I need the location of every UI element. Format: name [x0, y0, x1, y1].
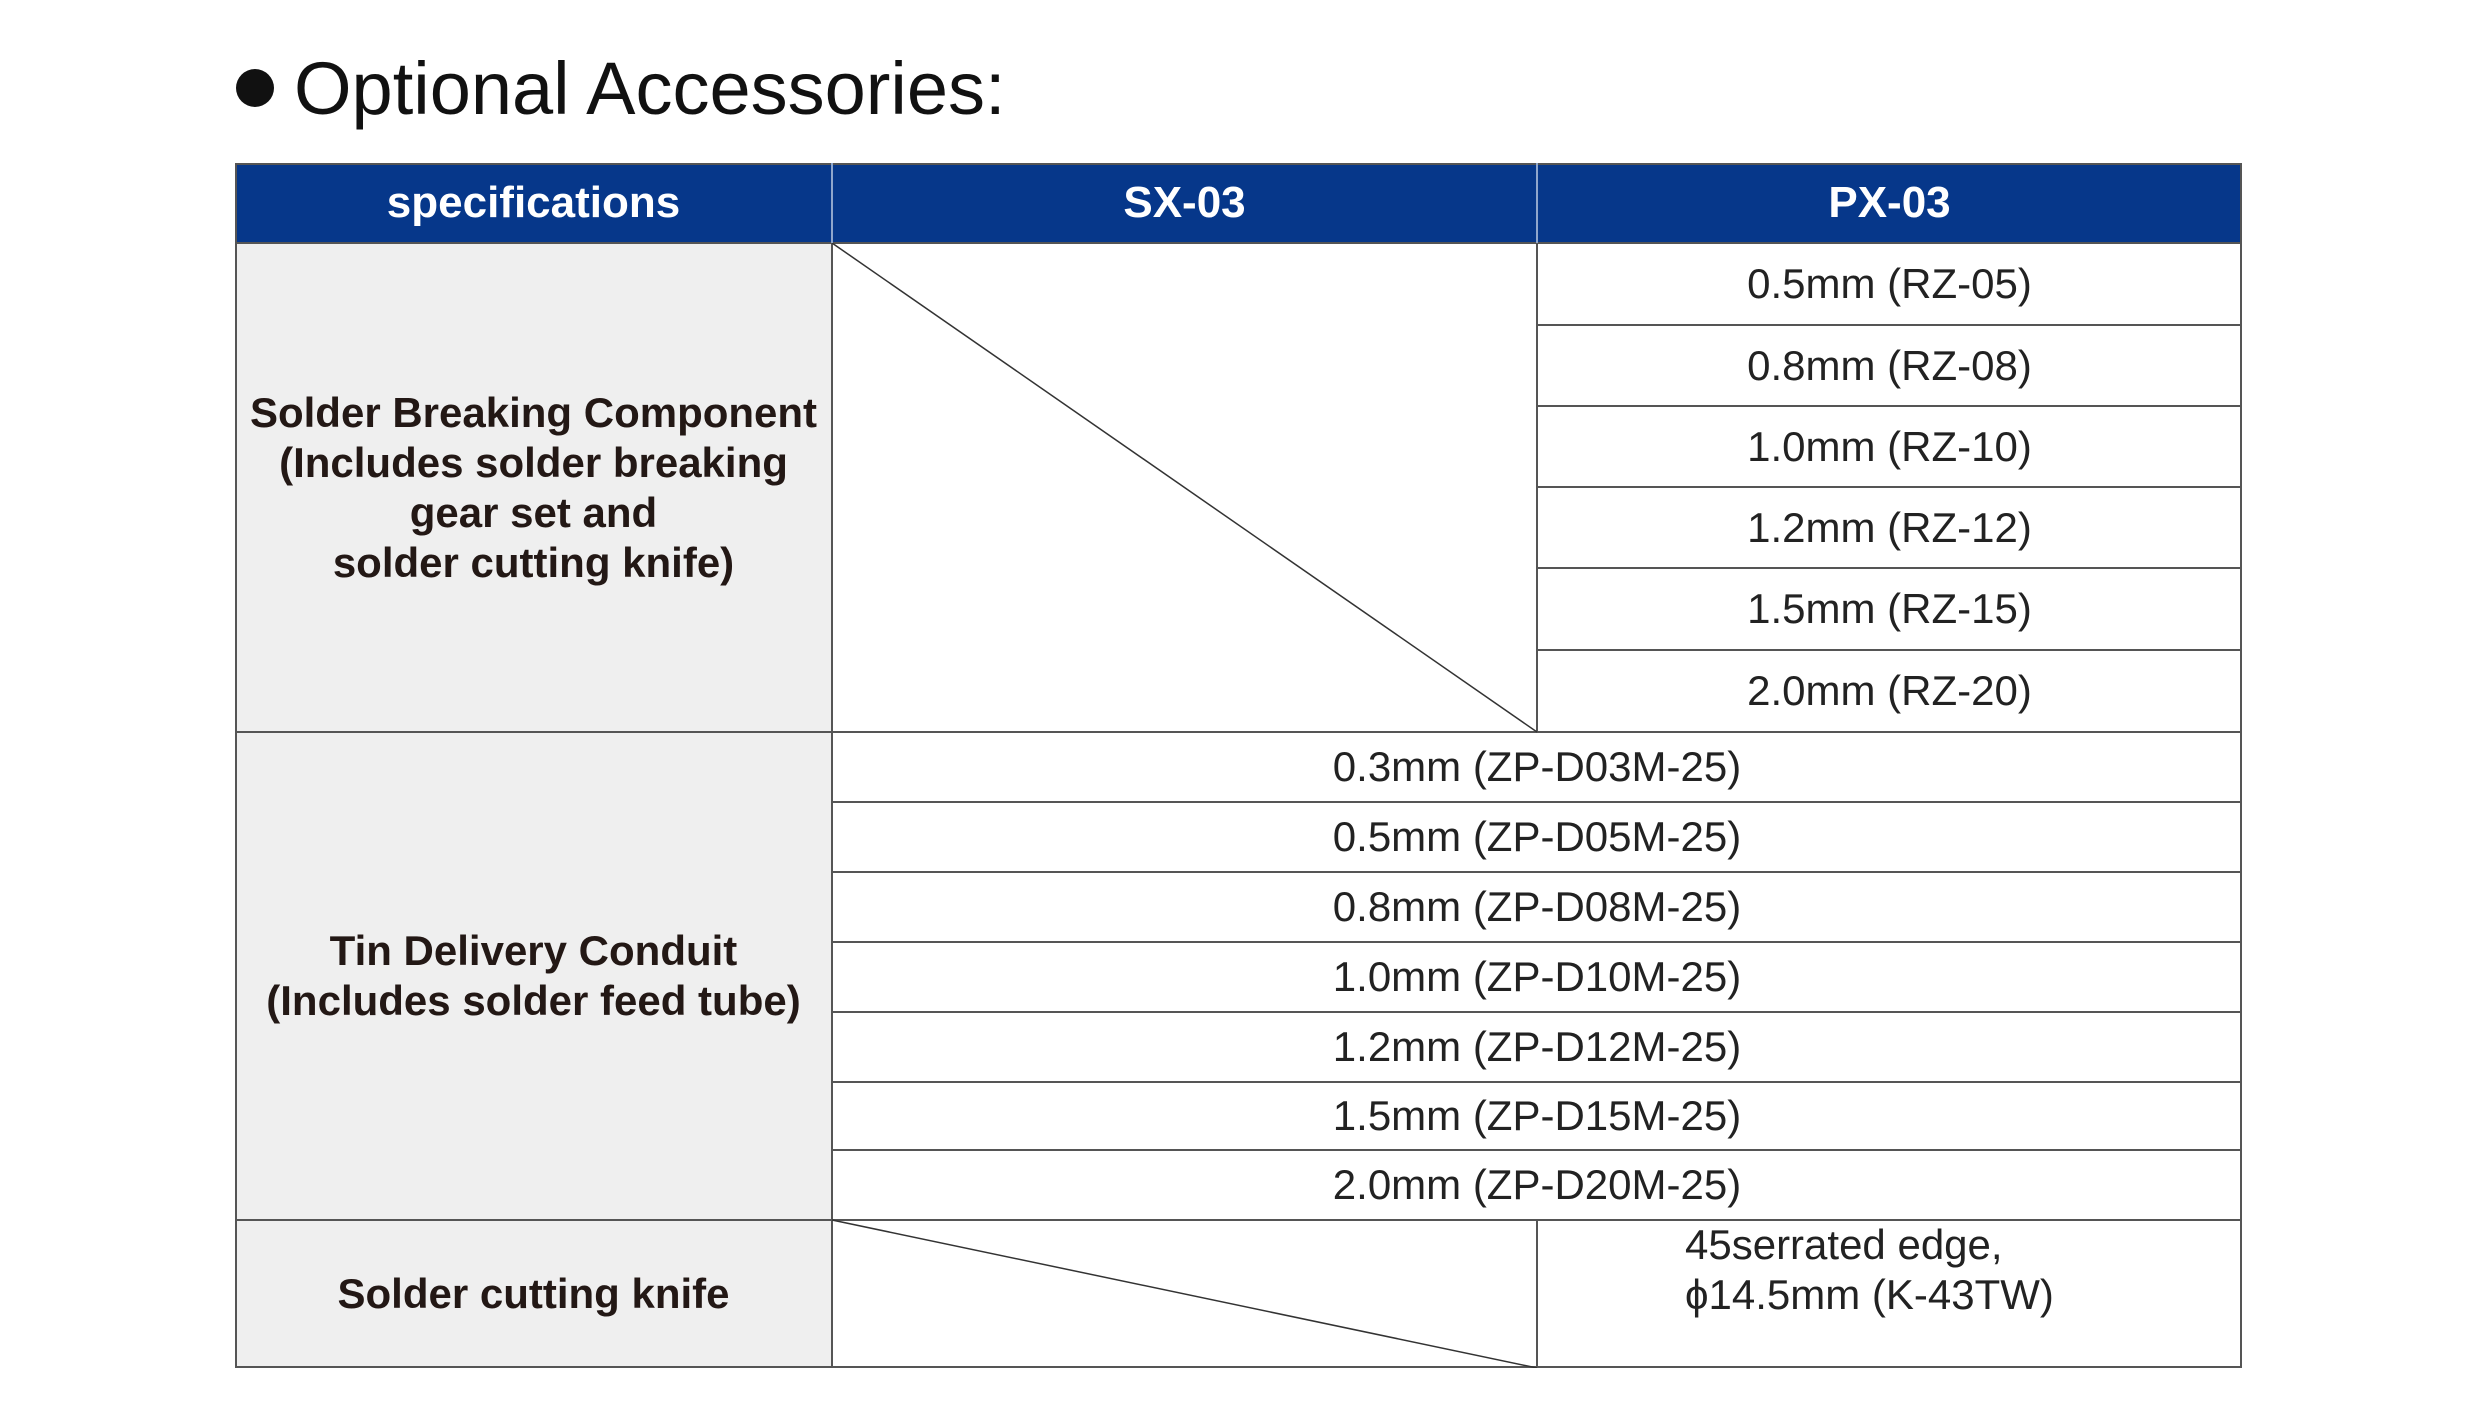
tin-value-zp-d12m-25: 1.2mm (ZP-D12M-25): [832, 1012, 2242, 1082]
na-diagonal-cutting-knife: [832, 1220, 1537, 1368]
spec-label-line: Tin Delivery Conduit: [329, 927, 738, 974]
px-value-rz-08: 0.8mm (RZ-08): [1537, 325, 2242, 406]
px-value-rz-05: 0.5mm (RZ-05): [1537, 243, 2242, 325]
knife-value-line: ϕ14.5mm (K-43TW): [1685, 1271, 2054, 1318]
spec-label-line: gear set and: [409, 488, 658, 536]
tin-value-zp-d20m-25: 2.0mm (ZP-D20M-25): [832, 1150, 2242, 1220]
spec-label-line: solder cutting knife): [332, 538, 735, 586]
tin-value-zp-d10m-25: 1.0mm (ZP-D10M-25): [832, 942, 2242, 1012]
spec-label-line: (Includes solder breaking: [279, 438, 788, 486]
page-title: [236, 40, 1006, 136]
tin-value-zp-d15m-25: 1.5mm (ZP-D15M-25): [832, 1082, 2242, 1150]
tin-value-zp-d03m-25: 0.3mm (ZP-D03M-25): [832, 732, 2242, 802]
spec-label-line: (Includes solder feed tube): [266, 977, 801, 1024]
spec-label-line: Solder Breaking Component: [249, 388, 818, 436]
header-px-03: PX-03: [1537, 163, 2242, 243]
knife-value-line: 45serrated edge,: [1685, 1221, 2003, 1268]
px-value-rz-15: 1.5mm (RZ-15): [1537, 568, 2242, 650]
px-value-rz-10: 1.0mm (RZ-10): [1537, 406, 2242, 487]
table-grid-lines: [235, 163, 2242, 1368]
header-specifications: specifications: [235, 163, 832, 243]
header-sx-03: SX-03: [832, 163, 1537, 243]
spec-solder-cutting-knife: Solder cutting knife: [235, 1220, 832, 1368]
na-diagonal-solder-breaking: [832, 243, 1537, 732]
tin-value-zp-d08m-25: 0.8mm (ZP-D08M-25): [832, 872, 2242, 942]
px-value-rz-20: 2.0mm (RZ-20): [1537, 650, 2242, 732]
page-title-text: Optional Accessories:: [294, 46, 1006, 130]
px-value-rz-12: 1.2mm (RZ-12): [1537, 487, 2242, 568]
tin-value-zp-d05m-25: 0.5mm (ZP-D05M-25): [832, 802, 2242, 872]
bullet-icon: [236, 69, 274, 107]
accessories-table: [235, 163, 2242, 1368]
